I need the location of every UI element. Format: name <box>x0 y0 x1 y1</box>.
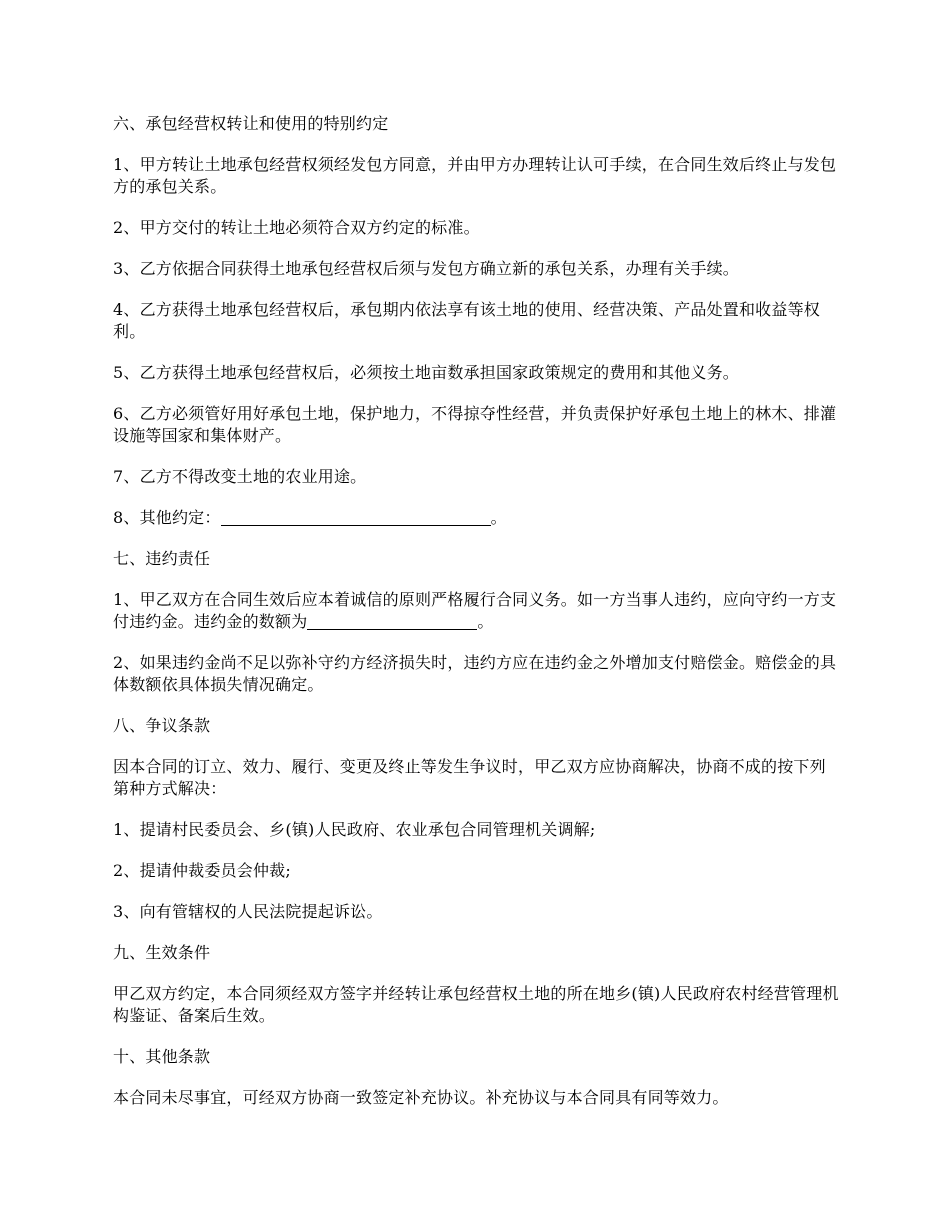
section-8-title: 八、争议条款 <box>113 716 211 735</box>
penalty-end: 。 <box>477 612 494 631</box>
clause-8-intro: 因本合同的订立、效力、履行、变更及终止等发生争议时，甲乙双方应协商解决，协商不成的按下列第种方式解决： <box>113 757 826 798</box>
other-agreement-label: 8、其他约定： <box>113 508 221 527</box>
clause-7-2: 2、如果违约金尚不足以弥补守约方经济损失时，违约方应在违约金之外增加支付赔偿金。赔偿金的具体数额依具体损失情况确定。 <box>113 653 837 694</box>
section-10-title: 十、其他条款 <box>113 1047 211 1066</box>
clause-8-3: 3、向有管辖权的人民法院提起诉讼。 <box>113 902 383 921</box>
section-7-title: 七、违约责任 <box>113 549 211 568</box>
clause-6-3: 3、乙方依据合同获得土地承包经营权后须与发包方确立新的承包关系，办理有关手续。 <box>113 259 739 278</box>
clause-10-body: 本合同未尽事宜，可经双方协商一致签定补充协议。补充协议与本合同具有同等效力。 <box>113 1088 729 1107</box>
other-agreement-blank[interactable] <box>221 507 491 526</box>
clause-6-5: 5、乙方获得土地承包经营权后，必须按土地亩数承担国家政策规定的费用和其他义务。 <box>113 363 739 382</box>
section-6-title: 六、承包经营权转让和使用的特别约定 <box>113 114 389 133</box>
other-agreement-end: 。 <box>490 508 507 527</box>
clause-6-1: 1、甲方转让土地承包经营权须经发包方同意，并由甲方办理转让认可手续，在合同生效后终止与发包方的承包关系。 <box>113 155 837 196</box>
clause-6-4: 4、乙方获得土地承包经营权后，承包期内依法享有该土地的使用、经营决策、产品处置和收益等权利。 <box>113 300 820 341</box>
clause-9-body: 甲乙双方约定，本合同须经双方签字并经转让承包经营权土地的所在地乡(镇)人民政府农村经营管理机构鉴证、备案后生效。 <box>113 984 839 1025</box>
section-9-title: 九、生效条件 <box>113 943 211 962</box>
clause-8-1: 1、提请村民委员会、乡(镇)人民政府、农业承包合同管理机关调解; <box>113 820 596 839</box>
penalty-text: 1、甲乙双方在合同生效后应本着诚信的原则严格履行合同义务。如一方当事人违约，应向守约一方支付违约金。违约金的数额为 <box>113 590 837 631</box>
clause-6-2: 2、甲方交付的转让土地必须符合双方约定的标准。 <box>113 218 480 237</box>
clause-6-7: 7、乙方不得改变土地的农业用途。 <box>113 467 367 486</box>
penalty-amount-blank[interactable] <box>307 611 477 630</box>
clause-6-8 <box>113 507 840 529</box>
clause-8-2: 2、提请仲裁委员会仲裁; <box>113 861 291 880</box>
clause-7-1 <box>113 589 840 633</box>
clause-6-6: 6、乙方必须管好用好承包土地，保护地力，不得掠夺性经营，并负责保护好承包土地上的林木、排灌设施等国家和集体财产。 <box>113 404 837 445</box>
